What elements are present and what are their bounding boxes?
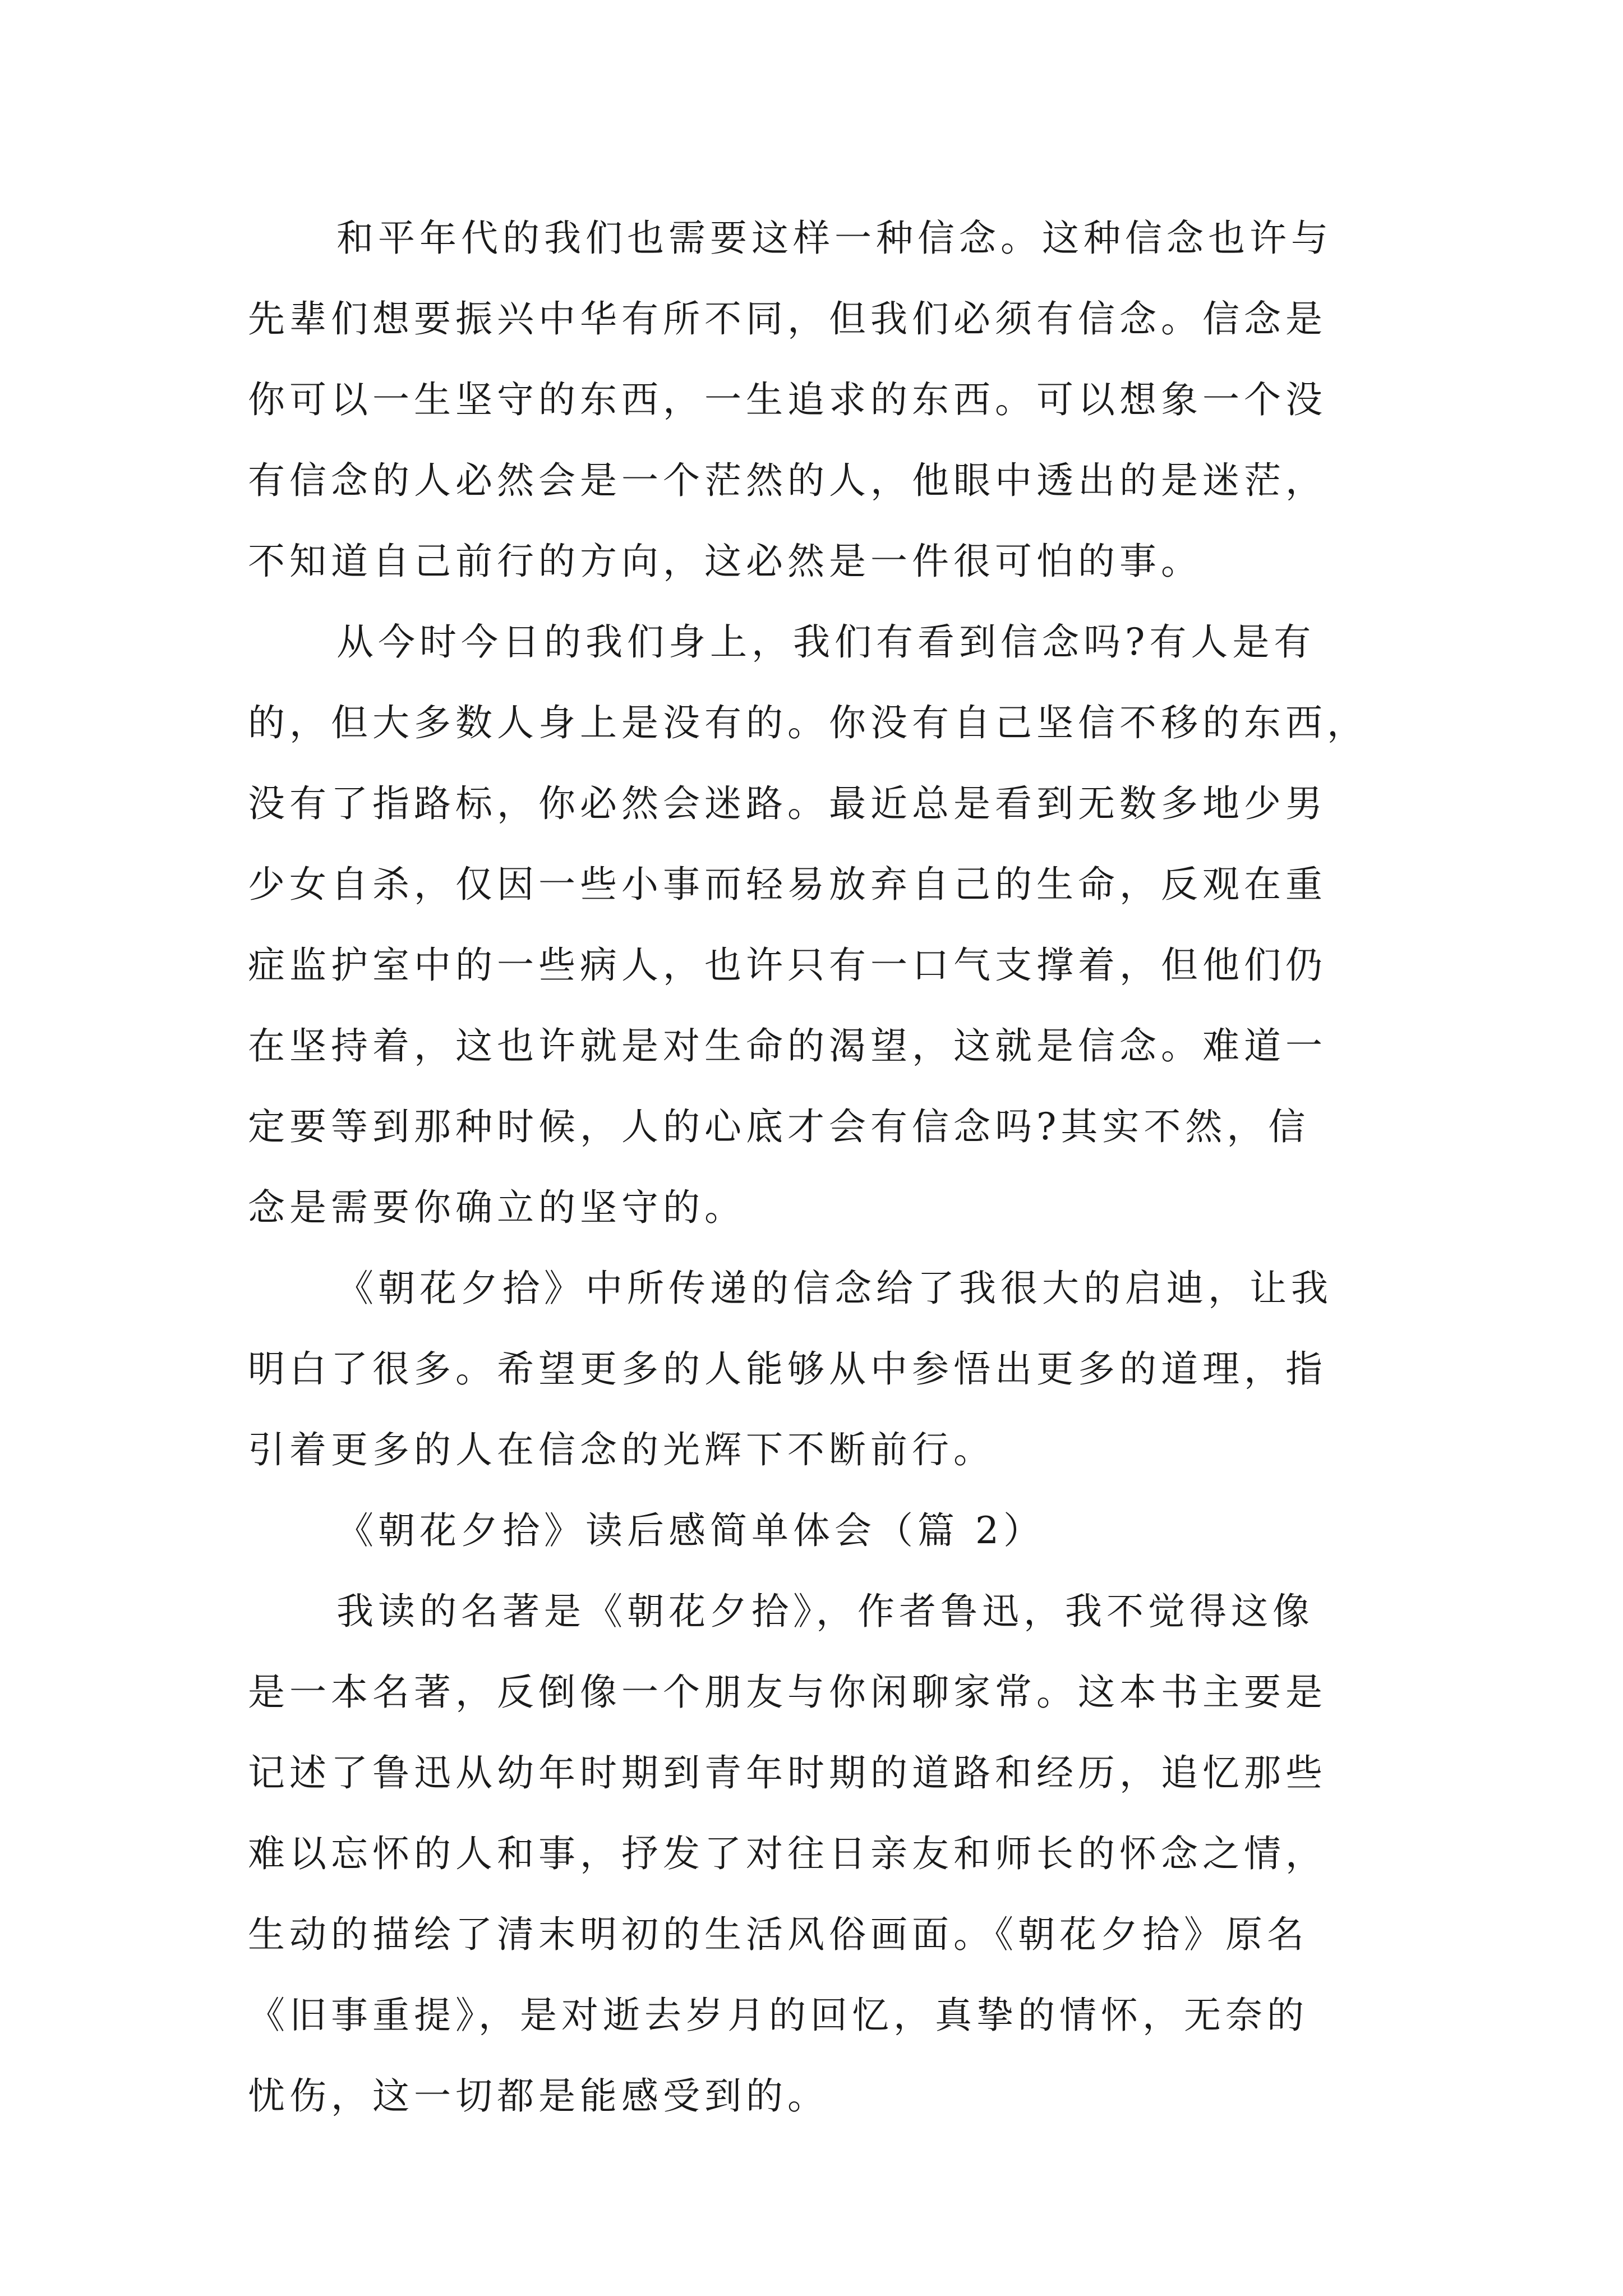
paragraph-1-line-3: 你可以一生坚守的东西，一生追求的东西。可以想象一个没 <box>248 378 1327 421</box>
paragraph-4-line-7: 忧伤，这一切都是能感受到的。 <box>248 2074 829 2118</box>
paragraph-2-line-7: 定要等到那种时候，人的心底才会有信念吗?其实不然，信 <box>248 1105 1310 1148</box>
paragraph-1-line-2: 先辈们想要振兴中华有所不同，但我们必须有信念。信念是 <box>248 297 1327 341</box>
paragraph-4-line-6: 《旧事重提》，是对逝去岁月的回忆，真挚的情怀，无奈的 <box>248 1994 1308 2037</box>
paragraph-2-line-5: 症监护室中的一些病人，也许只有一口气支撑着，但他们仍 <box>248 944 1327 987</box>
paragraph-3-line-1: 《朝花夕拾》中所传递的信念给了我很大的启迪，让我 <box>336 1267 1332 1310</box>
section-heading: 《朝花夕拾》读后感简单体会（篇 2） <box>336 1509 1045 1552</box>
paragraph-2-line-8: 念是需要你确立的坚守的。 <box>248 1186 746 1229</box>
paragraph-2-line-4: 少女自杀，仅因一些小事而轻易放弃自己的生命，反观在重 <box>248 863 1327 906</box>
paragraph-1-line-1: 和平年代的我们也需要这样一种信念。这种信念也许与 <box>336 217 1332 260</box>
paragraph-2-line-6: 在坚持着，这也许就是对生命的渴望，这就是信念。难道一 <box>248 1024 1327 1068</box>
paragraph-4-line-1: 我读的名著是《朝花夕拾》，作者鲁迅，我不觉得这像 <box>336 1590 1314 1633</box>
paragraph-4-line-2: 是一本名著，反倒像一个朋友与你闲聊家常。这本书主要是 <box>248 1671 1327 1714</box>
paragraph-2-line-1: 从今时今日的我们身上，我们有看到信念吗?有人是有 <box>336 620 1316 664</box>
paragraph-4-line-5: 生动的描绘了清末明初的生活风俗画面。《朝花夕拾》原名 <box>248 1913 1308 1956</box>
paragraph-2-line-3: 没有了指路标，你必然会迷路。最近总是看到无数多地少男 <box>248 782 1327 825</box>
paragraph-1-line-5: 不知道自己前行的方向，这必然是一件很可怕的事。 <box>248 540 1202 583</box>
paragraph-4-line-3: 记述了鲁迅从幼年时期到青年时期的道路和经历，追忆那些 <box>248 1751 1327 1795</box>
paragraph-3-line-3: 引着更多的人在信念的光辉下不断前行。 <box>248 1428 995 1471</box>
paragraph-2-line-2: 的，但大多数人身上是没有的。你没有自己坚信不移的东西， <box>248 701 1368 744</box>
paragraph-1-line-4: 有信念的人必然会是一个茫然的人，他眼中透出的是迷茫， <box>248 459 1327 502</box>
paragraph-4-line-4: 难以忘怀的人和事，抒发了对往日亲友和师长的怀念之情， <box>248 1832 1327 1875</box>
paragraph-3-line-2: 明白了很多。希望更多的人能够从中参悟出更多的道理，指 <box>248 1347 1327 1391</box>
